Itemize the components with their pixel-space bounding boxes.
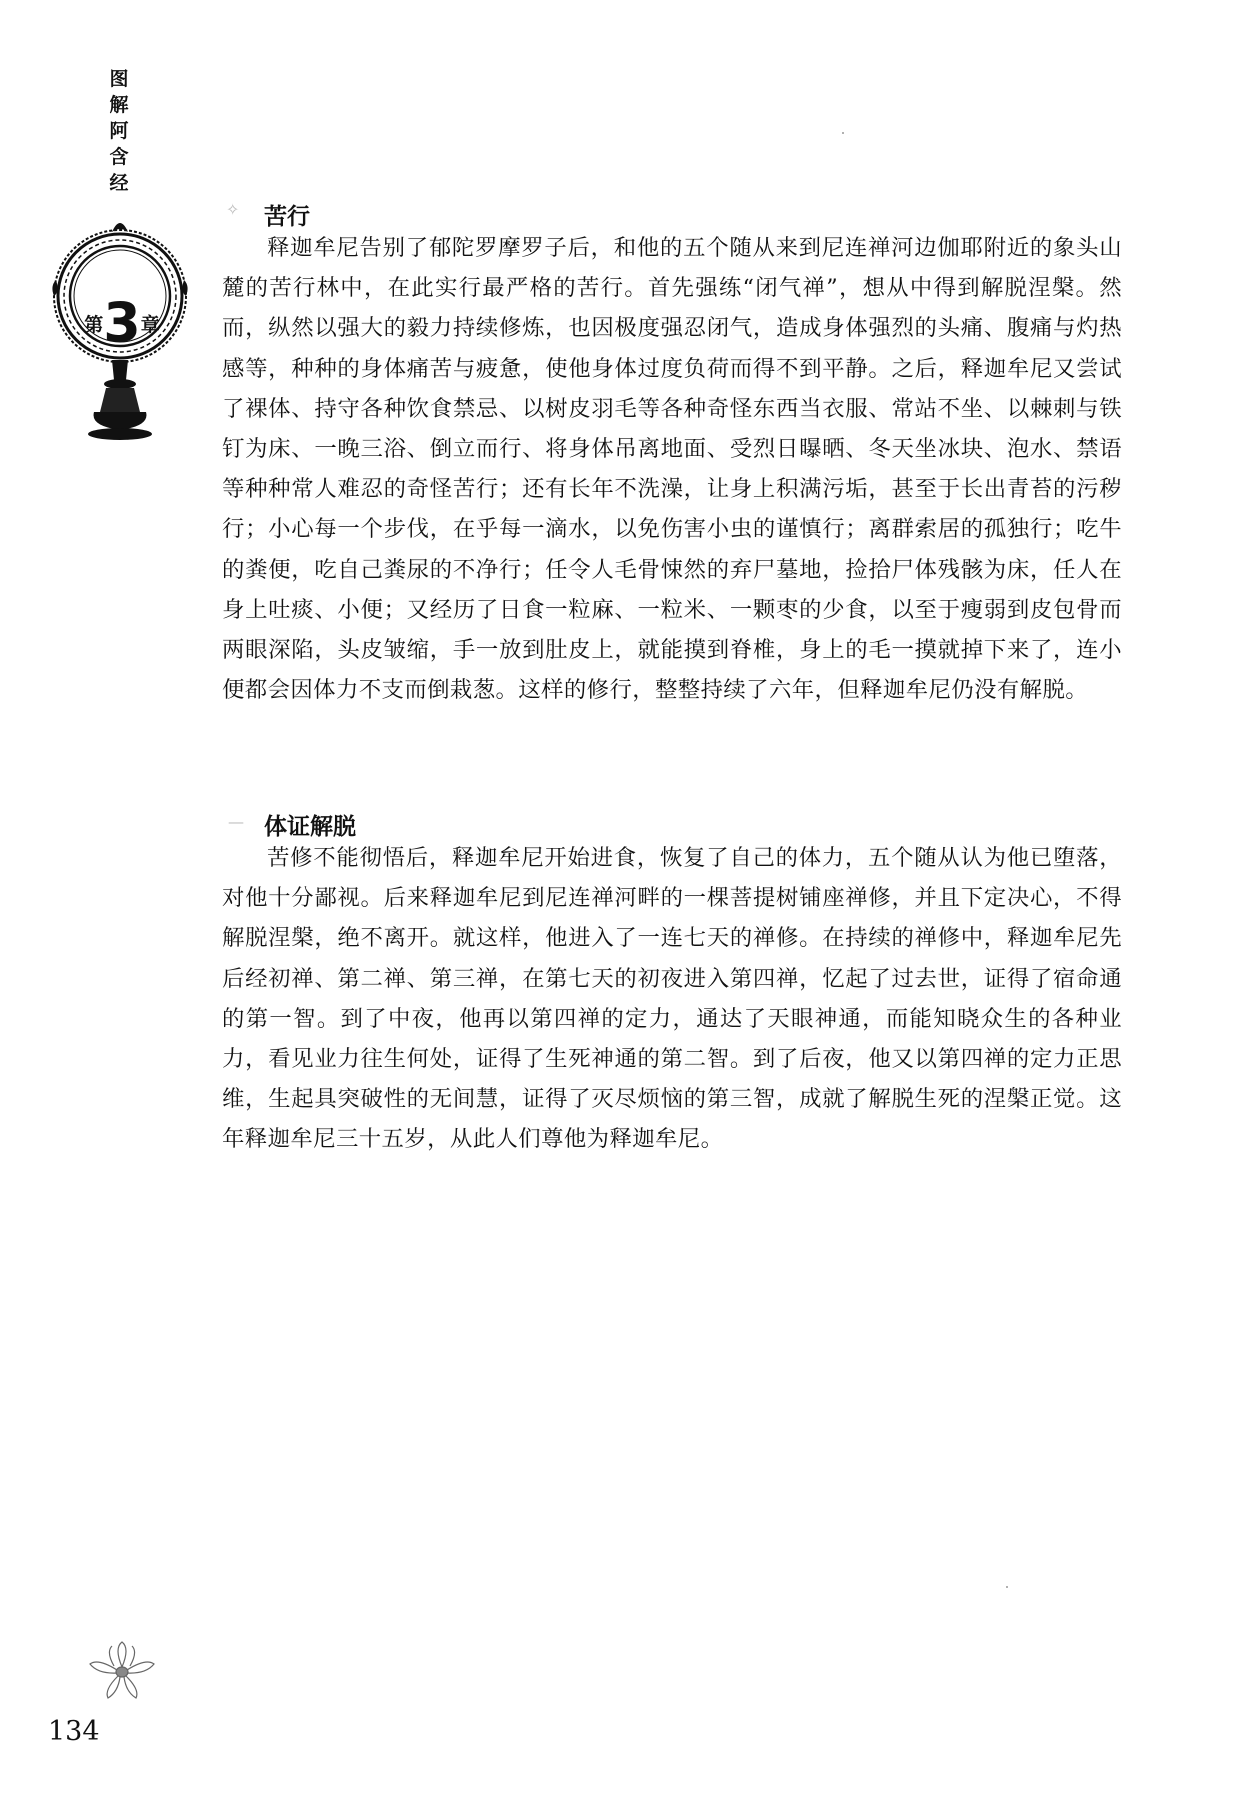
- lotus-ornament-icon: [84, 1640, 160, 1700]
- book-title: 图解阿含经: [109, 68, 129, 194]
- chapter-digit: 3: [103, 291, 141, 354]
- page-number: 134: [48, 1716, 100, 1747]
- section-body-enlightenment: [222, 838, 1122, 1160]
- paragraph: 释迦牟尼告别了郁陀罗摩罗子后，和他的五个随从来到尼连禅河边伽耶附近的象头山麓的苦行林中，在此实行最严格的苦行。首先强练“闭气禅”，想从中得到解脱涅槃。然而，纵然以强大的毅力持续修炼，也因极度强忍闭气，造成身体强烈的头痛、腹痛与灼热感等，种种的身体痛苦与疲惫，使他身体过度负荷而得不到平静。之后，释迦牟尼又尝试了裸体、持守各种饮食禁忌、以树皮羽毛等各种奇怪东西当衣服、常站不坐、以棘刺与铁钉为床、一晚三浴、倒立而行、将身体吊离地面、受烈日曝晒、冬天坐冰块、泡水、禁语等种种常人难忍的奇怪苦行；还有长年不洗澡，让身上积满污垢，甚至于长出青苔的污秽行；小心每一个步伐，在乎每一滴水，以免伤害小虫的谨慎行；离群索居的孤独行；吃牛的粪便，吃自己粪尿的不净行；任令人毛骨悚然的弃尸墓地，捡拾尸体残骸为床，任人在身上吐痰、小便；又经历了日食一粒麻、一粒米、一颗枣的少食，以至于瘦弱到皮包骨而两眼深陷，头皮皱缩，手一放到肚皮上，就能摸到脊椎，身上的毛一摸就掉下来了，连小便都会因体力不支而倒栽葱。这样的修行，整整持续了六年，但释迦牟尼仍没有解脱。: [222, 235, 1122, 704]
- chapter-prefix: 第: [84, 314, 104, 336]
- paragraph: 苦修不能彻悟后，释迦牟尼开始进食，恢复了自己的体力，五个随从认为他已堕落，对他十分鄙视。后来释迦牟尼到尼连禅河畔的一棵菩提树铺座禅修，并且下定决心，不得解脱涅槃，绝不离开。就这样，他进入了一连七天的禅修。在持续的禅修中，释迦牟尼先后经初禅、第二禅、第三禅，在第七天的初夜进入第四禅，忆起了过去世，证得了宿命通的第一智。到了中夜，他再以第四禅的定力，通达了天眼神通，而能知晓众生的各种业力，看见业力往生何处，证得了生死神通的第二智。到了后夜，他又以第四禅的定力正思维，生起具突破性的无间慧，证得了灭尽烦恼的第三智，成就了解脱生死的涅槃正觉。这年释迦牟尼三十五岁，从此人们尊他为释迦牟尼。: [222, 845, 1122, 1153]
- section-body-ascetic: [222, 228, 1122, 710]
- chapter-number: [70, 291, 174, 354]
- heading-marker-icon: ✧: [226, 200, 240, 219]
- chapter-suffix: 章: [140, 314, 160, 336]
- scan-speck: [842, 132, 844, 134]
- heading-marker-icon: —: [228, 812, 244, 831]
- scan-speck: [1006, 1586, 1008, 1588]
- section-heading-ascetic: 苦行: [264, 204, 310, 230]
- section-heading-enlightenment: 体证解脱: [264, 814, 356, 840]
